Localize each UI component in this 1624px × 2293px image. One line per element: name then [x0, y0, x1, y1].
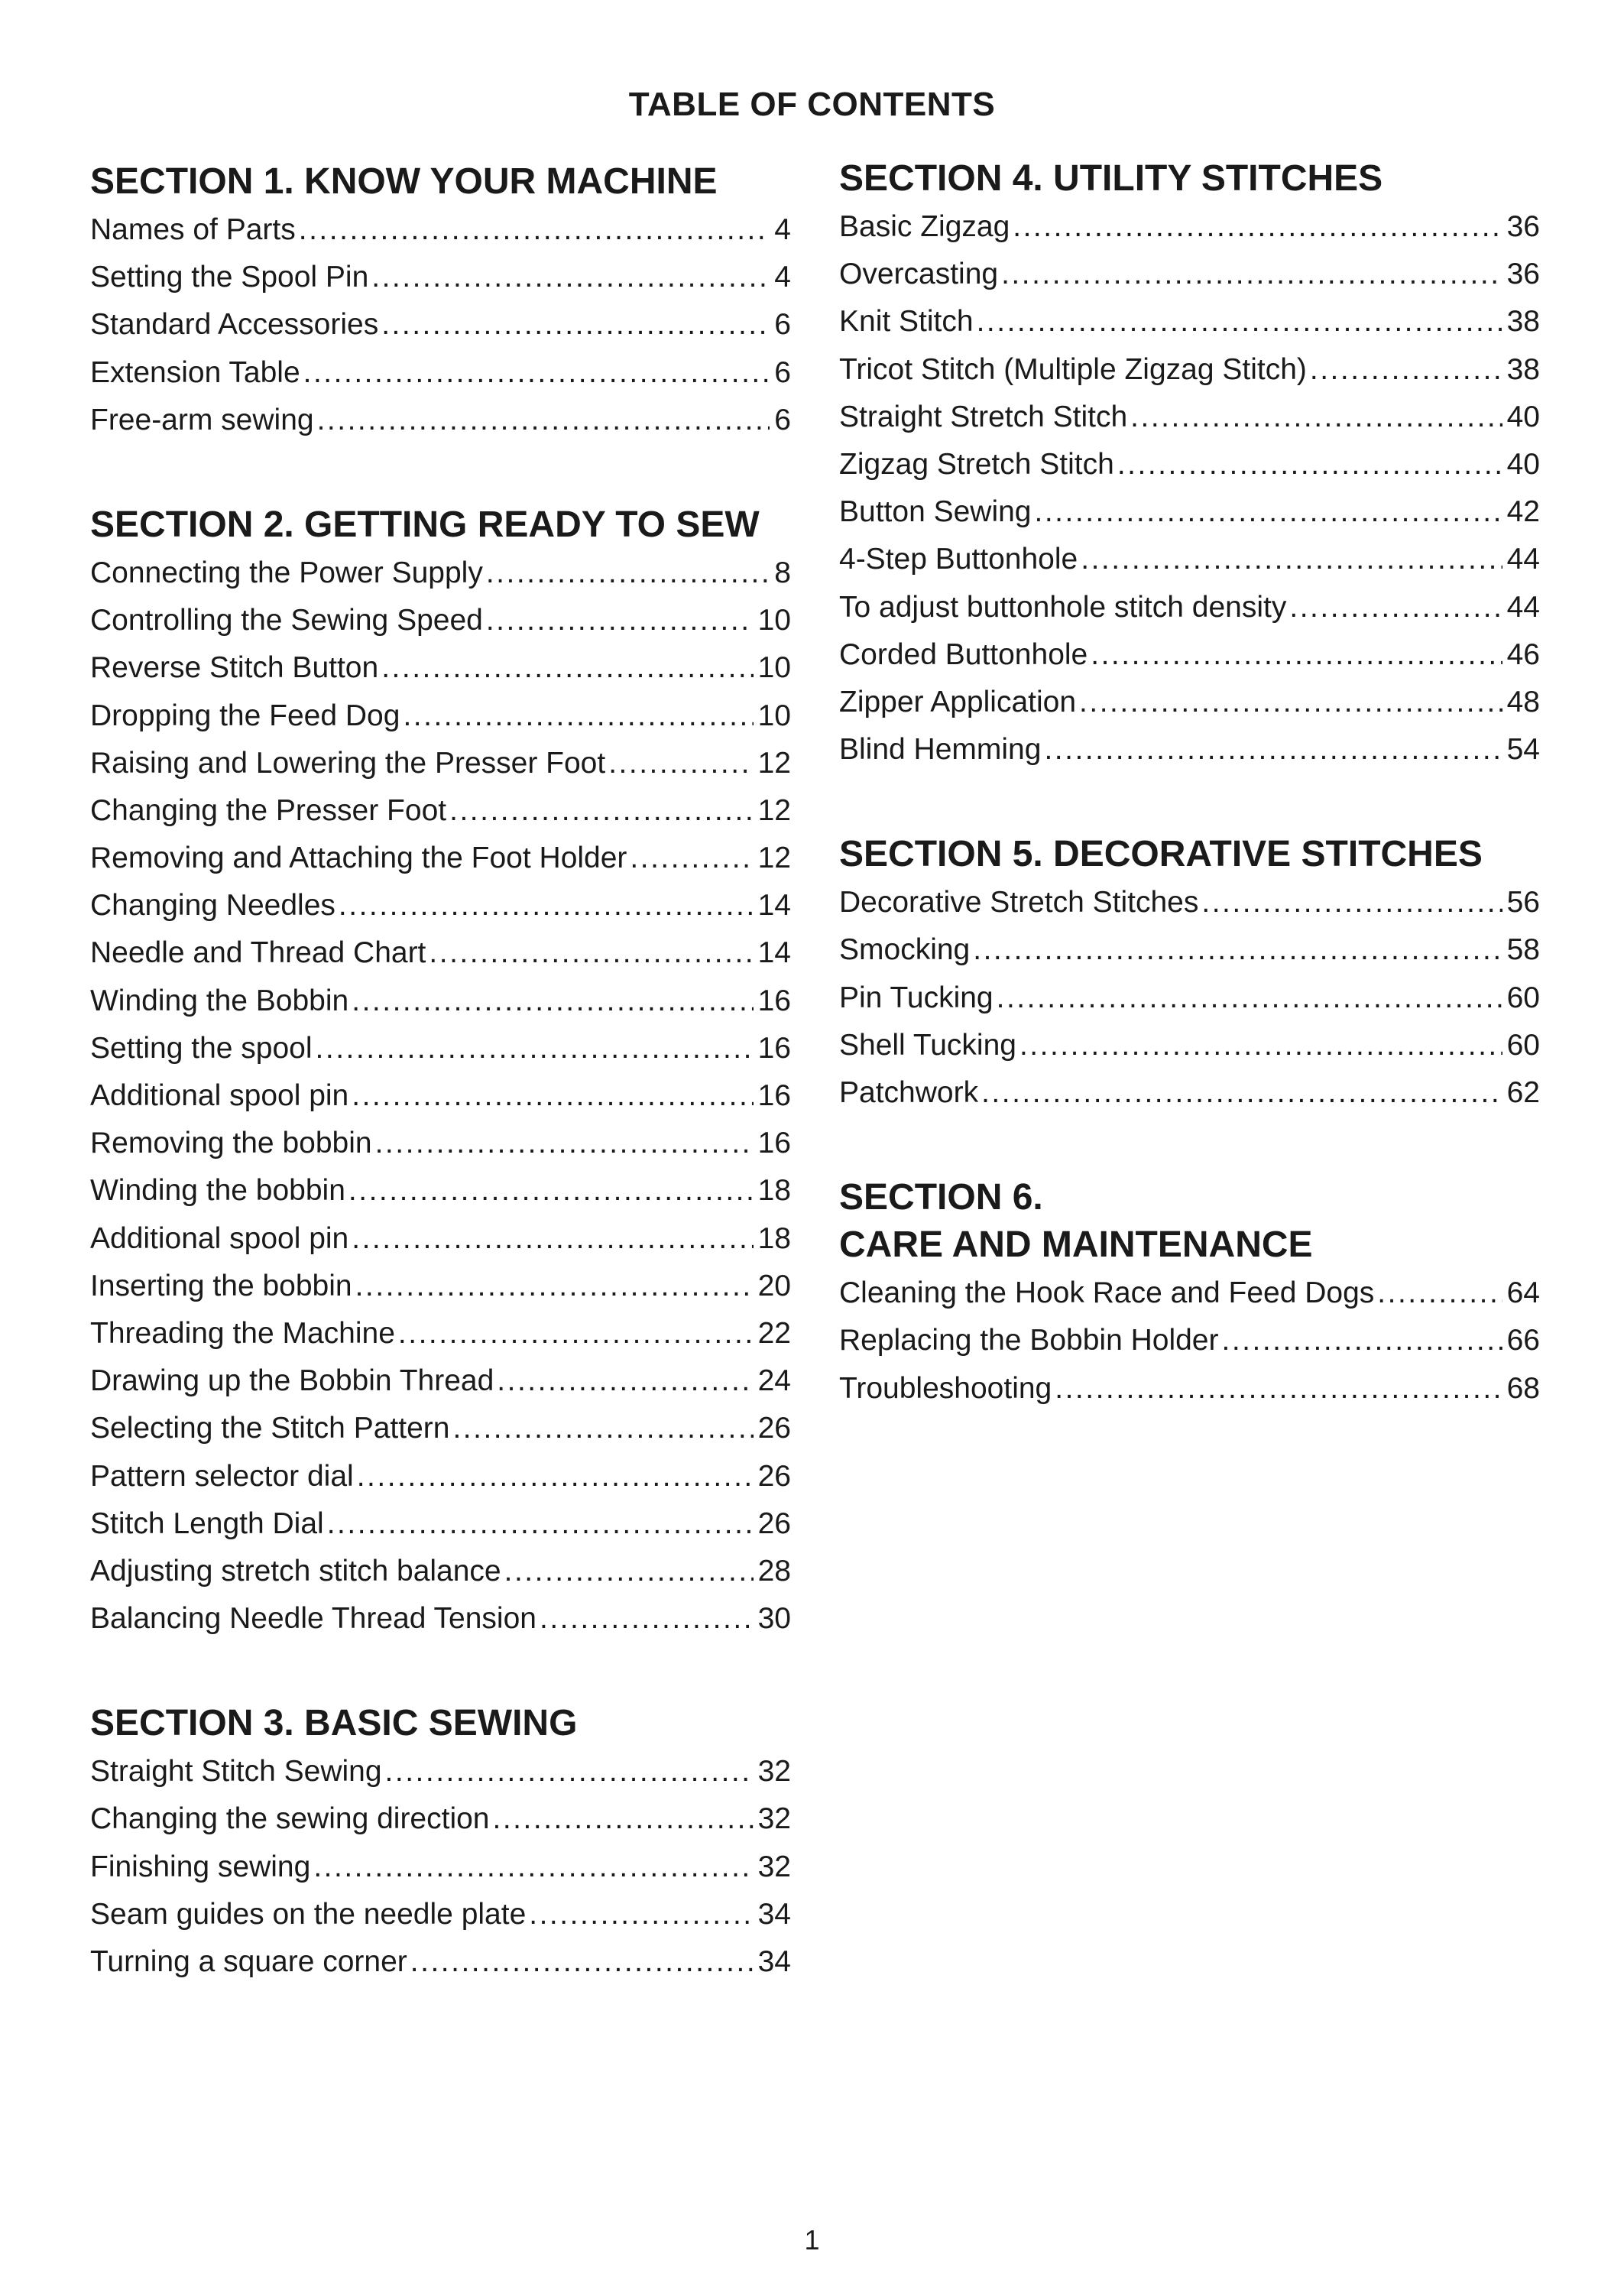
- entry-list: [839, 879, 1540, 1117]
- dot-leader: [375, 1120, 754, 1167]
- entry-page-number: 68: [1506, 1371, 1540, 1405]
- entry-title: 4-Step Buttonhole: [839, 543, 1078, 576]
- toc-section-5: [839, 832, 1540, 1117]
- dot-leader: [316, 1025, 754, 1072]
- toc-entry: [90, 254, 791, 301]
- toc-entry: [90, 882, 791, 929]
- entry-title: Dropping the Feed Dog: [90, 699, 400, 732]
- entry-page-number: 12: [757, 746, 791, 780]
- toc-entry: [839, 1022, 1540, 1069]
- dot-leader: [352, 978, 753, 1025]
- dot-leader: [1079, 679, 1502, 726]
- section-heading: SECTION 4. UTILITY STITCHES: [839, 158, 1383, 199]
- toc-entry: [90, 1795, 791, 1843]
- section-heading: SECTION 5. DECORATIVE STITCHES: [839, 834, 1483, 875]
- toc-section-1: [90, 159, 791, 444]
- entry-title: Winding the Bobbin: [90, 984, 349, 1017]
- dot-leader: [486, 597, 754, 644]
- entry-page-number: 46: [1506, 637, 1540, 671]
- entry-page-number: 32: [757, 1802, 791, 1836]
- entry-title: Basic Zigzag: [839, 210, 1010, 243]
- toc-entry: [839, 726, 1540, 774]
- entry-page-number: 32: [757, 1850, 791, 1883]
- toc-entry: [839, 203, 1540, 251]
- toc-entry: [90, 1405, 791, 1452]
- entry-list: [90, 206, 791, 444]
- toc-entry: [90, 1025, 791, 1072]
- toc-entry: [90, 1891, 791, 1938]
- entry-title: Changing the Presser Foot: [90, 793, 447, 827]
- dot-leader: [977, 298, 1502, 345]
- entry-page-number: 38: [1506, 305, 1540, 339]
- dot-leader: [403, 692, 753, 740]
- dot-leader: [1013, 203, 1502, 251]
- entry-page-number: 54: [1506, 733, 1540, 767]
- dot-leader: [1310, 346, 1502, 394]
- entry-title: Overcasting: [839, 258, 999, 291]
- entry-list: [90, 550, 791, 1643]
- entry-title: Seam guides on the needle plate: [90, 1897, 527, 1931]
- entry-title: Corded Buttonhole: [839, 637, 1088, 671]
- entry-page-number: 44: [1506, 543, 1540, 576]
- toc-entry: [90, 1167, 791, 1215]
- entry-page-number: 16: [757, 984, 791, 1017]
- toc-entry: [90, 1215, 791, 1263]
- toc-entry: [90, 1263, 791, 1310]
- toc-entry: [90, 787, 791, 835]
- entry-title: Button Sewing: [839, 495, 1032, 529]
- toc-entry: [839, 1317, 1540, 1364]
- toc-entry: [90, 1595, 791, 1643]
- entry-page-number: 34: [757, 1945, 791, 1978]
- dot-leader: [410, 1938, 754, 1986]
- dot-leader: [327, 1500, 754, 1548]
- entry-title: Blind Hemming: [839, 733, 1042, 767]
- entry-page-number: 66: [1506, 1324, 1540, 1357]
- entry-page-number: 58: [1506, 933, 1540, 967]
- dot-leader: [313, 1844, 753, 1891]
- entry-page-number: 64: [1506, 1276, 1540, 1310]
- entry-title: Reverse Stitch Button: [90, 651, 379, 685]
- dot-leader: [1035, 488, 1502, 536]
- entry-page-number: 22: [757, 1316, 791, 1350]
- dot-leader: [493, 1795, 754, 1843]
- dot-leader: [497, 1357, 753, 1405]
- dot-leader: [1222, 1317, 1502, 1364]
- dot-leader: [357, 1453, 754, 1500]
- dot-leader: [1130, 394, 1502, 441]
- entry-title: Balancing Needle Thread Tension: [90, 1602, 536, 1636]
- entry-page-number: 56: [1506, 886, 1540, 919]
- toc-entry: [839, 631, 1540, 679]
- entry-title: Additional spool pin: [90, 1221, 349, 1255]
- dot-leader: [1289, 584, 1502, 631]
- dot-leader: [1055, 1365, 1502, 1412]
- section-heading-line-2: CARE AND MAINTENANCE: [839, 1224, 1313, 1266]
- entry-title: Replacing the Bobbin Holder: [839, 1324, 1219, 1357]
- toc-entry: [90, 349, 791, 397]
- toc-entry: [90, 1500, 791, 1548]
- toc-entry: [90, 1072, 791, 1120]
- dot-leader: [352, 1072, 753, 1120]
- dot-leader: [317, 397, 770, 444]
- dot-leader: [299, 206, 770, 254]
- dot-leader: [1044, 726, 1502, 774]
- dot-leader: [385, 1748, 754, 1795]
- entry-title: Names of Parts: [90, 213, 296, 246]
- entry-title: Needle and Thread Chart: [90, 936, 426, 970]
- dot-leader: [348, 1167, 754, 1215]
- entry-page-number: 30: [757, 1602, 791, 1636]
- toc-entry: [90, 1748, 791, 1795]
- toc-entry: [90, 597, 791, 644]
- entry-page-number: 6: [774, 403, 791, 436]
- entry-title: Zigzag Stretch Stitch: [839, 447, 1114, 481]
- toc-entry: [839, 394, 1540, 441]
- entry-page-number: 48: [1506, 685, 1540, 718]
- toc-entry: [839, 536, 1540, 583]
- section-heading: SECTION 2. GETTING READY TO SEW: [90, 504, 760, 545]
- entry-page-number: 40: [1506, 447, 1540, 481]
- entry-page-number: 14: [757, 936, 791, 970]
- entry-page-number: 36: [1506, 210, 1540, 243]
- section-heading: SECTION 1. KNOW YOUR MACHINE: [90, 161, 718, 202]
- dot-leader: [1019, 1022, 1502, 1069]
- entry-page-number: 32: [757, 1755, 791, 1789]
- entry-title: Connecting the Power Supply: [90, 556, 483, 589]
- dot-leader: [1201, 879, 1502, 926]
- entry-page-number: 12: [757, 793, 791, 827]
- toc-left-column: [90, 159, 791, 1986]
- entry-title: Knit Stitch: [839, 305, 974, 339]
- dot-leader: [429, 929, 753, 977]
- entry-title: Drawing up the Bobbin Thread: [90, 1364, 494, 1398]
- entry-title: Removing the bobbin: [90, 1127, 372, 1160]
- dot-leader: [449, 787, 754, 835]
- entry-title: Zipper Application: [839, 685, 1077, 718]
- entry-title: Selecting the Stitch Pattern: [90, 1412, 450, 1445]
- entry-title: Smocking: [839, 933, 971, 967]
- entry-page-number: 26: [757, 1507, 791, 1540]
- entry-title: Changing Needles: [90, 889, 335, 923]
- entry-title: Inserting the bobbin: [90, 1269, 352, 1302]
- toc-entry: [90, 550, 791, 597]
- toc-entry: [90, 1548, 791, 1595]
- toc-entry: [839, 926, 1540, 974]
- entry-page-number: 6: [774, 308, 791, 342]
- entry-page-number: 24: [757, 1364, 791, 1398]
- toc-entry: [839, 1270, 1540, 1317]
- entry-page-number: 20: [757, 1269, 791, 1302]
- dot-leader: [1091, 631, 1502, 679]
- toc-section-4: [839, 156, 1540, 774]
- entry-list: [90, 1748, 791, 1986]
- toc-entry: [90, 1938, 791, 1986]
- toc-entry: [90, 1844, 791, 1891]
- toc-entry: [90, 206, 791, 254]
- entry-title: Turning a square corner: [90, 1945, 407, 1978]
- toc-entry: [839, 679, 1540, 726]
- dot-leader: [371, 254, 770, 301]
- dot-leader: [1081, 536, 1502, 583]
- entry-title: Threading the Machine: [90, 1316, 395, 1350]
- toc-section-6: [839, 1175, 1540, 1412]
- entry-page-number: 18: [757, 1174, 791, 1208]
- dot-leader: [381, 644, 753, 692]
- entry-page-number: 36: [1506, 258, 1540, 291]
- entry-title: Shell Tucking: [839, 1028, 1016, 1062]
- dot-leader: [1377, 1270, 1502, 1317]
- entry-list: [839, 203, 1540, 774]
- entry-title: Cleaning the Hook Race and Feed Dogs: [839, 1276, 1375, 1310]
- entry-title: Setting the Spool Pin: [90, 261, 369, 294]
- dot-leader: [630, 835, 753, 882]
- entry-page-number: 44: [1506, 590, 1540, 624]
- toc-entry: [839, 298, 1540, 345]
- section-heading: SECTION 3. BASIC SEWING: [90, 1703, 578, 1744]
- entry-title: Patchwork: [839, 1076, 979, 1109]
- entry-page-number: 10: [757, 651, 791, 685]
- entry-title: Changing the sewing direction: [90, 1802, 490, 1836]
- entry-title: Stitch Length Dial: [90, 1507, 324, 1540]
- toc-entry: [839, 1069, 1540, 1117]
- entry-title: Troubleshooting: [839, 1371, 1052, 1405]
- dot-leader: [529, 1891, 753, 1938]
- toc-entry: [90, 644, 791, 692]
- page-number: 1: [804, 2224, 820, 2256]
- toc-entry: [90, 929, 791, 977]
- toc-entry: [90, 835, 791, 882]
- dot-leader: [355, 1263, 754, 1310]
- entry-title: Extension Table: [90, 355, 300, 389]
- toc-section-2: [90, 502, 791, 1643]
- entry-title: Setting the spool: [90, 1031, 313, 1065]
- entry-page-number: 28: [757, 1554, 791, 1588]
- dot-leader: [608, 740, 753, 787]
- toc-entry: [839, 975, 1540, 1022]
- dot-leader: [540, 1595, 754, 1643]
- toc-entry: [839, 584, 1540, 631]
- entry-page-number: 34: [757, 1897, 791, 1931]
- toc-entry: [839, 346, 1540, 394]
- toc-section-3: [90, 1701, 791, 1986]
- dot-leader: [339, 882, 754, 929]
- toc-entry: [839, 441, 1540, 488]
- toc-entry: [90, 978, 791, 1025]
- section-heading-line-1: SECTION 6.: [839, 1177, 1043, 1218]
- entry-title: Decorative Stretch Stitches: [839, 886, 1199, 919]
- toc-entry: [90, 1357, 791, 1405]
- toc-entry: [90, 1120, 791, 1167]
- dot-leader: [1117, 441, 1502, 488]
- entry-page-number: 14: [757, 889, 791, 923]
- dot-leader: [452, 1405, 753, 1452]
- entry-title: Additional spool pin: [90, 1079, 349, 1112]
- entry-title: Standard Accessories: [90, 308, 379, 342]
- entry-title: Free-arm sewing: [90, 403, 314, 436]
- entry-title: Finishing sewing: [90, 1850, 311, 1883]
- entry-title: To adjust buttonhole stitch density: [839, 590, 1287, 624]
- entry-title: Tricot Stitch (Multiple Zigzag Stitch): [839, 352, 1307, 386]
- entry-page-number: 6: [774, 355, 791, 389]
- dot-leader: [398, 1310, 754, 1357]
- entry-title: Raising and Lowering the Presser Foot: [90, 746, 606, 780]
- entry-title: Straight Stitch Sewing: [90, 1755, 382, 1789]
- entry-page-number: 60: [1506, 1028, 1540, 1062]
- entry-page-number: 60: [1506, 981, 1540, 1014]
- entry-page-number: 10: [757, 699, 791, 732]
- toc-entry: [90, 301, 791, 349]
- entry-page-number: 62: [1506, 1076, 1540, 1109]
- toc-entry: [839, 1365, 1540, 1412]
- toc-entry: [90, 397, 791, 444]
- entry-title: Pattern selector dial: [90, 1459, 354, 1493]
- dot-leader: [981, 1069, 1502, 1117]
- entry-page-number: 38: [1506, 352, 1540, 386]
- dot-leader: [997, 975, 1502, 1022]
- entry-title: Removing and Attaching the Foot Holder: [90, 842, 627, 875]
- entry-page-number: 12: [757, 842, 791, 875]
- dot-leader: [486, 550, 770, 597]
- entry-list: [839, 1270, 1540, 1412]
- entry-title: Pin Tucking: [839, 981, 994, 1014]
- dot-leader: [352, 1215, 753, 1263]
- dot-leader: [381, 301, 770, 349]
- entry-page-number: 16: [757, 1127, 791, 1160]
- toc-entry: [90, 692, 791, 740]
- toc-entry: [839, 879, 1540, 926]
- toc-entry: [90, 1453, 791, 1500]
- page-title: TABLE OF CONTENTS: [628, 86, 996, 123]
- entry-page-number: 4: [774, 261, 791, 294]
- toc-entry: [839, 251, 1540, 298]
- dot-leader: [973, 926, 1502, 974]
- entry-page-number: 26: [757, 1459, 791, 1493]
- entry-title: Adjusting stretch stitch balance: [90, 1554, 501, 1588]
- entry-page-number: 26: [757, 1412, 791, 1445]
- entry-title: Winding the bobbin: [90, 1174, 345, 1208]
- entry-title: Straight Stretch Stitch: [839, 400, 1128, 433]
- entry-page-number: 16: [757, 1031, 791, 1065]
- entry-page-number: 10: [757, 604, 791, 637]
- dot-leader: [303, 349, 770, 397]
- dot-leader: [504, 1548, 754, 1595]
- toc-entry: [839, 488, 1540, 536]
- dot-leader: [1001, 251, 1502, 298]
- entry-page-number: 42: [1506, 495, 1540, 529]
- entry-page-number: 8: [774, 556, 791, 589]
- toc-right-column: [839, 156, 1540, 1412]
- entry-page-number: 16: [757, 1079, 791, 1112]
- entry-page-number: 4: [774, 213, 791, 246]
- toc-entry: [90, 740, 791, 787]
- entry-page-number: 18: [757, 1221, 791, 1255]
- toc-entry: [90, 1310, 791, 1357]
- entry-page-number: 40: [1506, 400, 1540, 433]
- entry-title: Controlling the Sewing Speed: [90, 604, 483, 637]
